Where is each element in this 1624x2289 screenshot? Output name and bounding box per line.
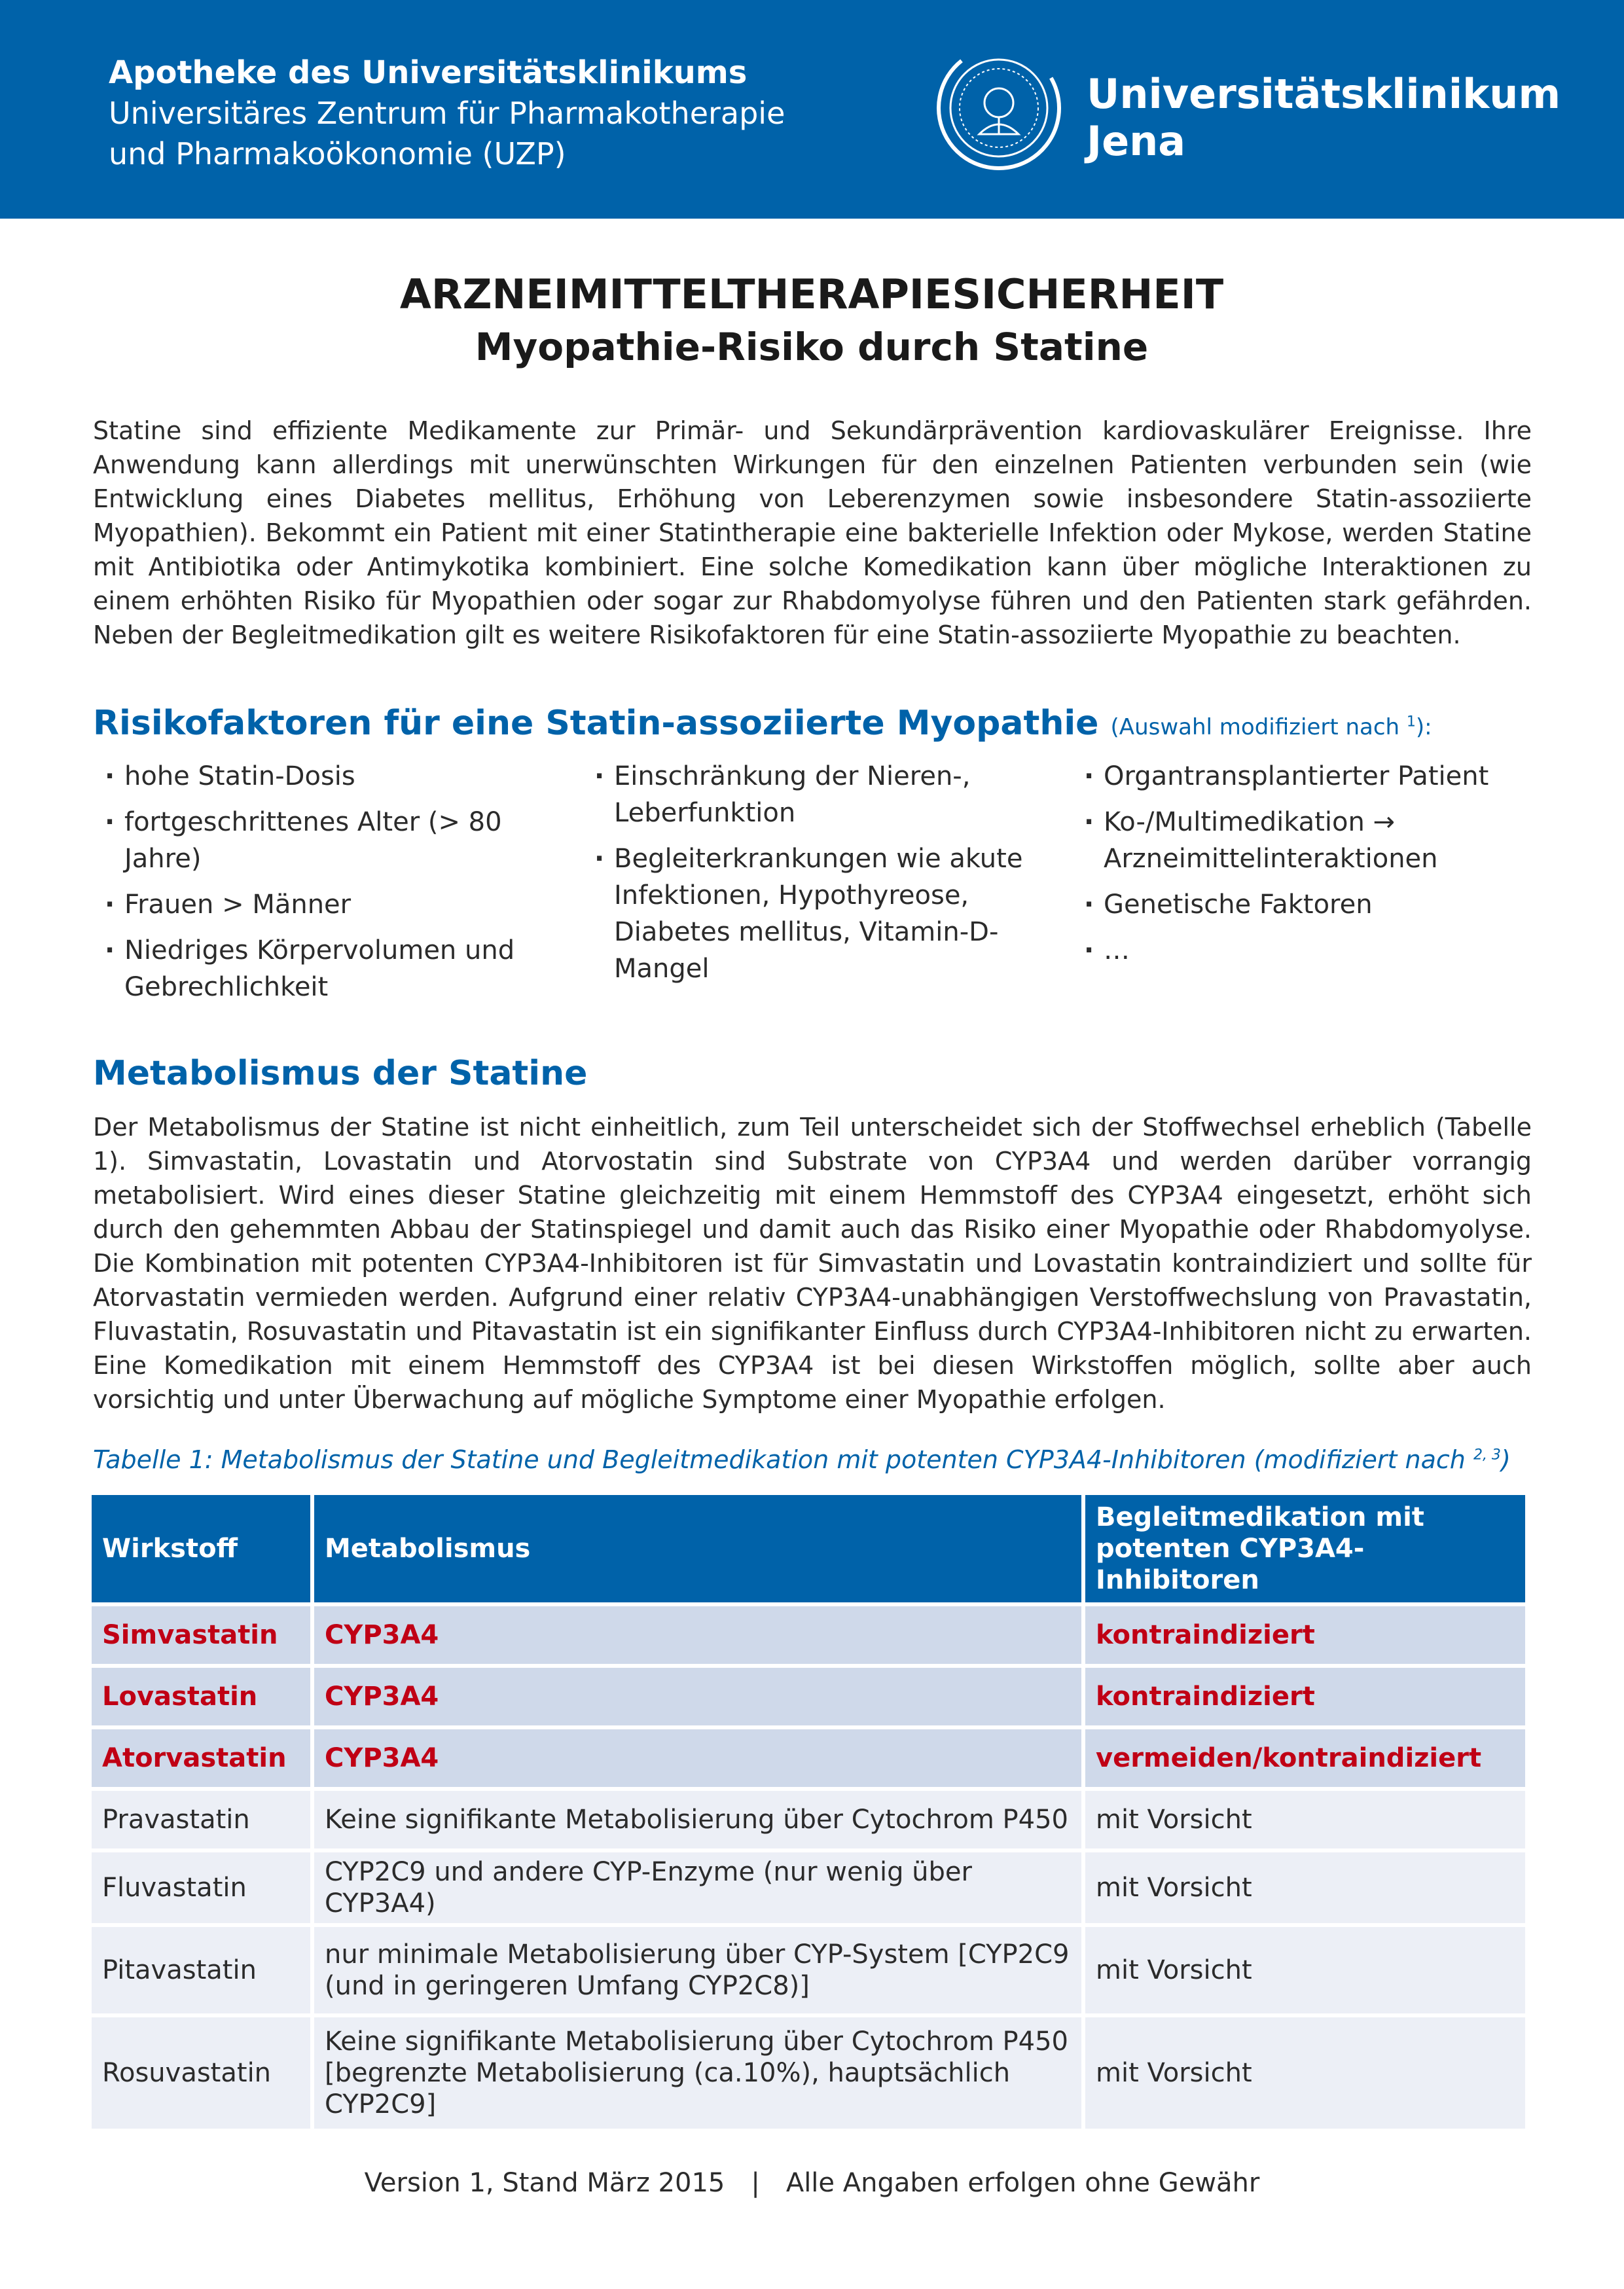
cell-wirkstoff: Lovastatin (92, 1668, 310, 1725)
risk-heading-note (1111, 714, 1432, 740)
cell-wirkstoff: Simvastatin (92, 1606, 310, 1664)
list-item: · Niedriges Körpervolumen und Gebrechlichkeit (105, 932, 576, 1005)
cell-begleitmedikation: mit Vorsicht (1085, 1852, 1525, 1923)
header-metabolismus: Metabolismus (314, 1495, 1081, 1602)
table-row (92, 1927, 1525, 2013)
header-organization (109, 52, 785, 174)
risk-factors-column-1 (105, 758, 576, 1015)
risk-note-reference: 1 (1406, 713, 1416, 730)
table-row (92, 1729, 1525, 1787)
risk-factors-heading (93, 704, 1432, 743)
caption-text: Tabelle 1: Metabolismus der Statine und Begleitmedikation mit potenten CYP3A4-Inhibitoren (modifiziert nach (93, 1445, 1466, 1474)
cell-metabolismus: CYP2C9 und andere CYP-Enzyme (nur wenig über CYP3A4) (314, 1852, 1081, 1923)
cell-begleitmedikation: kontraindiziert (1085, 1668, 1525, 1725)
org-name-line-2: Universitäres Zentrum für Pharmakotherapie (109, 96, 785, 131)
table-row (92, 2017, 1525, 2129)
university-seal-icon (933, 43, 1064, 173)
logo-line-2: Jena (1087, 117, 1186, 165)
footer-version: Version 1, Stand März 2015 (364, 2168, 725, 2198)
cell-metabolismus: CYP3A4 (314, 1729, 1081, 1787)
table-row (92, 1852, 1525, 1923)
cell-wirkstoff: Pravastatin (92, 1791, 310, 1848)
cell-metabolismus: CYP3A4 (314, 1668, 1081, 1725)
logo-line-1: Universitätsklinikum (1087, 70, 1561, 118)
table-row (92, 1668, 1525, 1725)
cell-metabolismus: Keine signifikante Metabolisierung über Cytochrom P450 [begrenzte Metabolisierung (ca.10%), hauptsächlich CYP2C9] (314, 2017, 1081, 2129)
cell-wirkstoff: Pitavastatin (92, 1927, 310, 2013)
logo-wordmark (1087, 71, 1561, 165)
footer-disclaimer: Alle Angaben erfolgen ohne Gewähr (785, 2168, 1260, 2198)
caption-reference: 2, 3 (1473, 1447, 1501, 1464)
footer (0, 2168, 1624, 2198)
cell-begleitmedikation: mit Vorsicht (1085, 2017, 1525, 2129)
list-item: · … (1084, 932, 1555, 969)
org-name-line-3: und Pharmakoökonomie (UZP) (109, 136, 566, 171)
table-caption (93, 1445, 1511, 1474)
list-item: · Ko-/Multimedikation → Arzneimittelinteraktionen (1084, 804, 1555, 877)
statin-metabolism-table (88, 1491, 1529, 2133)
footer-separator: | (751, 2168, 760, 2198)
document-subtitle: Myopathie-Risiko durch Statine (475, 325, 1149, 369)
cell-begleitmedikation: kontraindiziert (1085, 1606, 1525, 1664)
list-item: · hohe Statin-Dosis (105, 758, 576, 795)
risk-heading-text: Risikofaktoren für eine Statin-assoziierte Myopathie (93, 704, 1099, 743)
list-item: · Organtransplantierter Patient (1084, 758, 1555, 795)
list-item: · Genetische Faktoren (1084, 886, 1555, 923)
cell-metabolismus: Keine signifikante Metabolisierung über Cytochrom P450 (314, 1791, 1081, 1848)
list-item: · fortgeschrittenes Alter (> 80 Jahre) (105, 804, 576, 877)
cell-wirkstoff: Atorvastatin (92, 1729, 310, 1787)
cell-begleitmedikation: vermeiden/kontraindiziert (1085, 1729, 1525, 1787)
cell-begleitmedikation: mit Vorsicht (1085, 1927, 1525, 2013)
risk-factors-column-2 (594, 758, 1066, 996)
caption-end: ) (1500, 1445, 1511, 1474)
table-header-row (92, 1495, 1525, 1602)
risk-factors-column-3 (1084, 758, 1555, 978)
org-name-line-1: Apotheke des Universitätsklinikums (109, 54, 748, 91)
cell-wirkstoff: Rosuvastatin (92, 2017, 310, 2129)
cell-wirkstoff: Fluvastatin (92, 1852, 310, 1923)
header-banner (0, 0, 1624, 219)
metabolism-paragraph: Der Metabolismus der Statine ist nicht einheitlich, zum Teil unterscheidet sich der Stoffwechsel erheblich (Tabelle 1). Simvastatin, Lovastatin und Atorvostatin sind Substrate von CYP3A4 und werden darüber vorrangig metabolisiert. Wird eines dieser Statine gleichzeitig mit einem Hemmstoff des CYP3A4 eingesetzt, erhöht sich durch den gehemmten Abbau der Statinspiegel und damit auch das Risiko einer Myopathie oder Rhabdomyolyse. Die Kombination mit potenten CYP3A4-Inhibitoren ist für Simvastatin und Lovastatin kontraindiziert und sollte für Atorvastatin vermieden werden. Aufgrund einer relativ CYP3A4-unabhängigen Verstoffwechslung von Pravastatin, Fluvastatin, Rosuvastatin und Pitavastatin ist ein signifikanter Einfluss durch CYP3A4-Inhibitoren nicht zu erwarten. Eine Komedikation mit einem Hemmstoff des CYP3A4 ist bei diesen Wirkstoffen möglich, sollte aber auch vorsichtig und unter Überwachung auf mögliche Symptome einer Myopathie erfolgen. (93, 1113, 1532, 1414)
title-block (92, 268, 1532, 373)
document-title: ARZNEIMITTELTHERAPIESICHERHEIT (399, 270, 1224, 318)
cell-metabolismus: nur minimale Metabolisierung über CYP-System [CYP2C9 (und in geringeren Umfang CYP2C8)] (314, 1927, 1081, 2013)
risk-note-text: (Auswahl modifiziert nach (1110, 714, 1400, 740)
cell-begleitmedikation: mit Vorsicht (1085, 1791, 1525, 1848)
table-row (92, 1606, 1525, 1664)
cell-metabolismus: CYP3A4 (314, 1606, 1081, 1664)
list-item: · Begleiterkrankungen wie akute Infektionen, Hypothyreose, Diabetes mellitus, Vitamin-D-Mangel (594, 840, 1066, 987)
metabolism-heading: Metabolismus der Statine (93, 1054, 588, 1093)
risk-note-end: ): (1415, 714, 1432, 740)
intro-paragraph: Statine sind effiziente Medikamente zur Primär- und Sekundärprävention kardiovaskulärer Ereignisse. Ihre Anwendung kann allerdings mit unerwünschten Wirkungen für den einzelnen Patienten verbunden sein (wie Entwicklung eines Diabetes mellitus, Erhöhung von Leberenzymen sowie insbesondere Statin-assoziierte Myopathien). Bekommt ein Patient mit einer Statintherapie eine bakterielle Infektion oder Mykose, werden Statine mit Antibiotika oder Antimykotika kombiniert. Eine solche Komedikation kann über mögliche Interaktionen zu einem erhöhten Risiko für Myopathien oder sogar zur Rhabdomyolyse führen und den Patienten stark gefährden. Neben der Begleitmedikation gilt es weitere Risikofaktoren für eine Statin-assoziierte Myopathie zu beachten. (93, 416, 1532, 649)
header-wirkstoff: Wirkstoff (92, 1495, 310, 1602)
header-begleitmedikation: Begleitmedikation mit potenten CYP3A4-Inhibitoren (1085, 1495, 1525, 1602)
list-item: · Frauen > Männer (105, 886, 576, 923)
table-row (92, 1791, 1525, 1848)
list-item: · Einschränkung der Nieren-, Leberfunktion (594, 758, 1066, 831)
